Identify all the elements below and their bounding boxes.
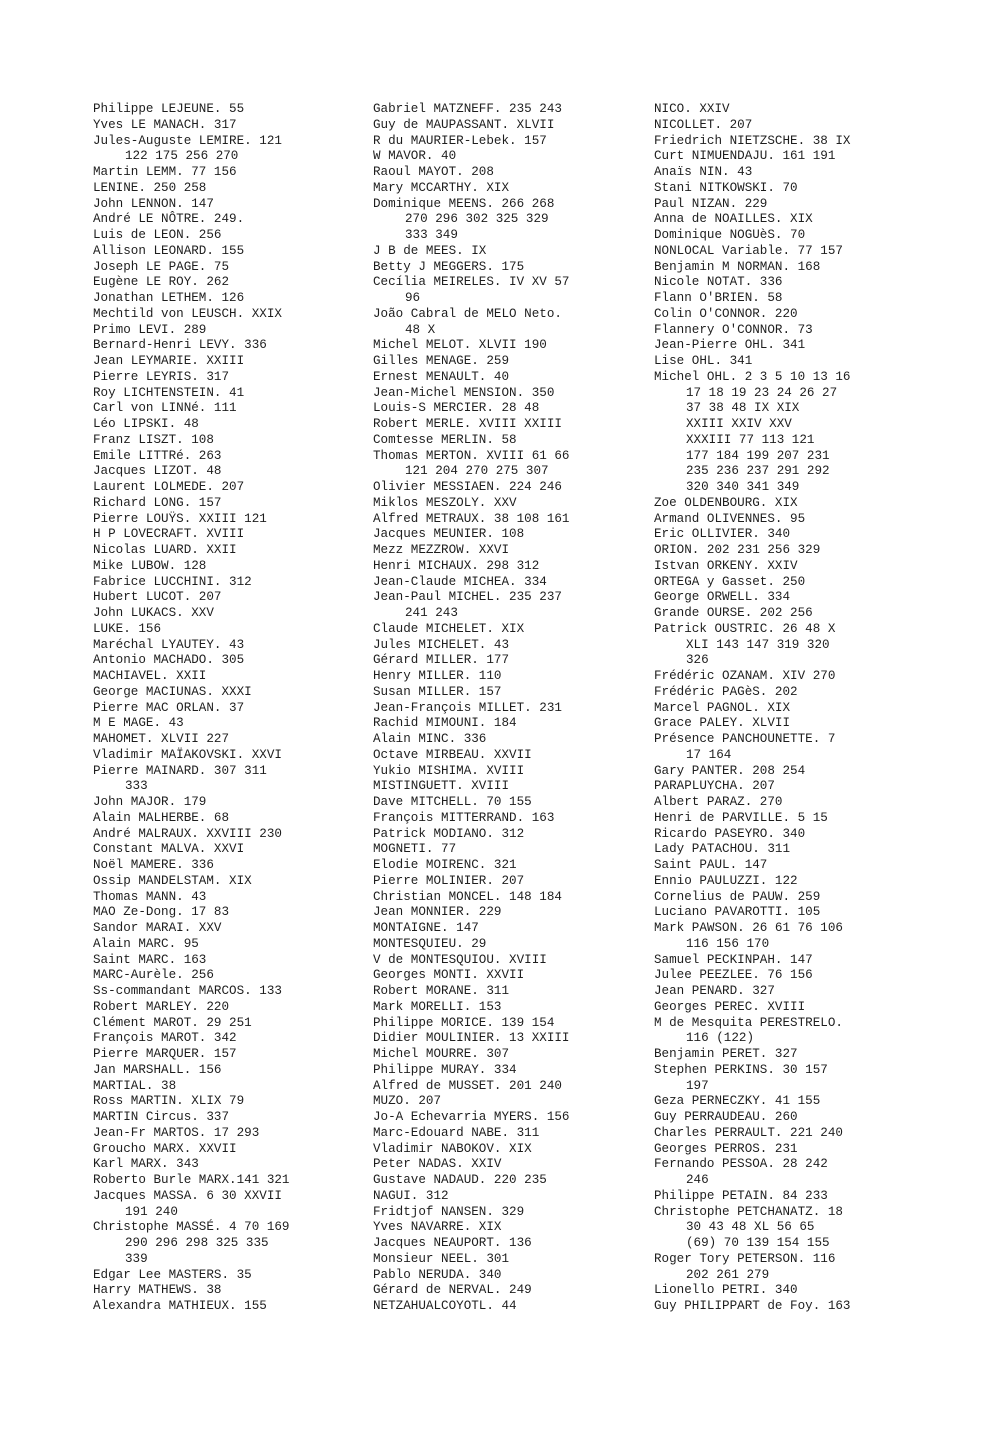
index-entry-continuation: 197 <box>686 1078 709 1093</box>
index-entry: Gary PANTER. 208 254 <box>654 763 806 778</box>
index-entry: Anna de NOAILLES. XIX <box>654 212 813 227</box>
index-column-3 <box>654 102 851 1315</box>
index-entry: Philippe PETAIN. 84 233 <box>654 1188 828 1203</box>
index-entry: Colin O'CONNOR. 220 <box>654 306 798 321</box>
index-entry: Jonathan LETHEM. 126 <box>93 291 245 305</box>
index-entry: Mezz MEZZROW. XXVI <box>373 543 510 557</box>
index-entry: Alfred de MUSSET. 201 240 <box>373 1078 562 1093</box>
index-entry: Samuel PECKINPAH. 147 <box>654 952 813 967</box>
index-entry: Eugène LE ROY. 262 <box>93 275 230 290</box>
index-entry-continuation: 17 18 19 23 24 26 27 <box>686 385 838 400</box>
index-entry: Maréchal LYAUTEY. 43 <box>93 637 245 652</box>
index-entry-continuation: 116 156 170 <box>686 936 770 951</box>
index-entry: Henry MILLER. 110 <box>373 669 502 683</box>
index-entry: MARTIN Circus. 337 <box>93 1110 230 1124</box>
index-entry: LUKE. 156 <box>93 621 162 636</box>
index-entry-continuation: 290 296 298 325 335 <box>125 1236 269 1250</box>
index-entry: MACHIAVEL. XXII <box>93 669 207 683</box>
index-entry: Hubert LUCOT. 207 <box>93 590 222 605</box>
index-entry: Yves NAVARRE. XIX <box>373 1220 502 1235</box>
index-entry: Olivier MESSIAEN. 224 246 <box>373 480 562 494</box>
index-entry: Sandor MARAI. XXV <box>93 921 222 935</box>
index-entry: Ernest MENAULT. 40 <box>373 369 510 384</box>
index-entry: Michel MELOT. XLVII 190 <box>373 338 547 353</box>
index-entry: Georges PEREC. XVIII <box>654 999 806 1014</box>
index-entry: Peter NADAS. XXIV <box>373 1157 502 1172</box>
index-entry: Gérard de NERVAL. 249 <box>373 1283 532 1298</box>
index-entry: Claude MICHELET. XIX <box>373 621 525 636</box>
index-entry: Jean MONNIER. 229 <box>373 905 502 920</box>
index-entry: Carl von LINNé. 111 <box>93 401 237 416</box>
index-entry: Patrick MODIANO. 312 <box>373 826 525 841</box>
index-entry: Jean-Fr MARTOS. 17 293 <box>93 1125 260 1140</box>
index-entry: NONLOCAL Variable. 77 157 <box>654 243 843 258</box>
index-entry: NAGUI. 312 <box>373 1188 449 1203</box>
index-entry: Noël MAMERE. 336 <box>93 858 214 872</box>
index-entry: ORION. 202 231 256 329 <box>654 543 821 557</box>
index-entry: Philippe MORICE. 139 154 <box>373 1015 555 1030</box>
index-entry: W MAVOR. 40 <box>373 149 457 164</box>
index-entry: Pablo NERUDA. 340 <box>373 1267 502 1282</box>
index-entry: Franz LISZT. 108 <box>93 432 214 447</box>
index-entry-continuation: 30 43 48 XL 56 65 <box>686 1220 815 1235</box>
index-entry: Julee PEEZLEE. 76 156 <box>654 968 813 983</box>
index-entry: Gabriel MATZNEFF. 235 243 <box>373 102 562 116</box>
index-entry-continuation: 96 <box>405 291 421 305</box>
index-entry: Lionello PETRI. 340 <box>654 1283 798 1298</box>
index-entry: Jean LEYMARIE. XXIII <box>93 354 245 368</box>
index-entry: Emile LITTRé. 263 <box>93 448 222 463</box>
index-entry: Bernard-Henri LEVY. 336 <box>93 338 267 353</box>
index-entry: Robert MORANE. 311 <box>373 984 510 998</box>
index-entry: Philippe MURAY. 334 <box>373 1062 517 1077</box>
index-entry: Saint MARC. 163 <box>93 952 207 967</box>
index-entry-continuation: XXIII XXIV XXV <box>686 417 792 431</box>
index-entry: Cornelius de PAUW. 259 <box>654 889 821 904</box>
index-entry-continuation: 202 261 279 <box>686 1267 770 1282</box>
index-entry: Anaïs NIN. 43 <box>654 165 753 179</box>
index-entry: Susan MILLER. 157 <box>373 684 502 699</box>
index-entry: MARC-Aurèle. 256 <box>93 968 214 983</box>
index-entry: Présence PANCHOUNETTE. 7 <box>654 732 836 746</box>
index-entry: Laurent LOLMEDE. 207 <box>93 480 245 494</box>
index-entry: Frédéric PAGèS. 202 <box>654 684 798 699</box>
index-entry: Nicole NOTAT. 336 <box>654 275 783 290</box>
index-entry: Georges PERROS. 231 <box>654 1141 798 1156</box>
index-entry: Vladimir MAÏAKOVSKI. XXVI <box>93 747 282 762</box>
index-entry-continuation: 235 236 237 291 292 <box>686 464 830 479</box>
index-entry-continuation: 48 X <box>405 322 436 337</box>
index-entry: François MAROT. 342 <box>93 1031 237 1046</box>
index-entry: Benjamin M NORMAN. 168 <box>654 259 821 274</box>
index-entry: Stephen PERKINS. 30 157 <box>654 1062 828 1077</box>
index-entry: Alfred METRAUX. 38 108 161 <box>373 511 570 526</box>
index-entry: Istvan ORKENY. XXIV <box>654 558 798 573</box>
index-entry: Friedrich NIETZSCHE. 38 IX <box>654 133 851 148</box>
index-entry-continuation: XXXIII 77 113 121 <box>686 432 815 447</box>
index-entry: Saint PAUL. 147 <box>654 858 768 872</box>
index-entry: Comtesse MERLIN. 58 <box>373 432 517 447</box>
index-entry-continuation: 116 (122) <box>686 1031 755 1046</box>
index-entry: Ss-commandant MARCOS. 133 <box>93 984 282 998</box>
index-entry: NICOLLET. 207 <box>654 117 753 132</box>
index-entry: Jo-A Echevarria MYERS. 156 <box>373 1110 570 1124</box>
index-entry: Flannery O'CONNOR. 73 <box>654 322 813 337</box>
index-entry: Nicolas LUARD. XXII <box>93 543 237 557</box>
index-entry: Pierre MARQUER. 157 <box>93 1047 237 1061</box>
index-entry: Lise OHL. 341 <box>654 354 753 368</box>
index-entry: Luciano PAVAROTTI. 105 <box>654 905 821 920</box>
index-entry: Karl MARX. 343 <box>93 1157 199 1172</box>
index-entry: Grande OURSE. 202 256 <box>654 606 813 620</box>
index-entry: Jacques MEUNIER. 108 <box>373 527 525 542</box>
index-entry: Betty J MEGGERS. 175 <box>373 259 525 274</box>
index-entry-continuation: 177 184 199 207 231 <box>686 448 830 463</box>
index-entry: Alain MINC. 336 <box>373 732 487 746</box>
index-entry: Guy PERRAUDEAU. 260 <box>654 1110 798 1124</box>
index-entry: Jean-Claude MICHEA. 334 <box>373 574 547 589</box>
index-entry: Fabrice LUCCHINI. 312 <box>93 574 252 589</box>
index-column-1 <box>93 102 290 1315</box>
index-entry-continuation: 333 349 <box>405 228 458 242</box>
index-entry: Henri MICHAUX. 298 312 <box>373 558 540 573</box>
index-entry: Roger Tory PETERSON. 116 <box>654 1251 836 1266</box>
index-entry: Elodie MOIRENC. 321 <box>373 858 517 872</box>
index-entry: Mark PAWSON. 26 61 76 106 <box>654 921 843 935</box>
index-entry: Gilles MENAGE. 259 <box>373 354 510 368</box>
index-entry: Martin LEMM. 77 156 <box>93 165 237 179</box>
index-entry: Yves LE MANACH. 317 <box>93 117 237 132</box>
index-entry: Jacques MASSA. 6 30 XXVII <box>93 1188 282 1203</box>
index-entry: Dominique MEENS. 266 268 <box>373 196 555 211</box>
index-entry: J B de MEES. IX <box>373 243 487 258</box>
index-entry: Guy de MAUPASSANT. XLVII <box>373 117 555 132</box>
index-entry: Vladimir NABOKOV. XIX <box>373 1141 532 1156</box>
index-entry-continuation: 320 340 341 349 <box>686 480 800 494</box>
index-entry: Pierre MOLINIER. 207 <box>373 873 525 888</box>
index-entry-continuation: 121 204 270 275 307 <box>405 464 549 479</box>
index-entry: Geza PERNECZKY. 41 155 <box>654 1094 821 1109</box>
index-entry: Monsieur NEEL. 301 <box>373 1251 510 1266</box>
index-entry: Primo LEVI. 289 <box>93 322 207 337</box>
index-entry: Jules MICHELET. 43 <box>373 637 510 652</box>
index-entry: Jacques LIZOT. 48 <box>93 464 222 479</box>
index-entry: Constant MALVA. XXVI <box>93 842 245 857</box>
index-entry: Benjamin PERET. 327 <box>654 1047 798 1061</box>
index-entry: V de MONTESQUIOU. XVIII <box>373 952 547 967</box>
index-entry: Marcel PAGNOL. XIX <box>654 700 791 715</box>
index-entry: Jean-Paul MICHEL. 235 237 <box>373 590 562 605</box>
index-entry: Alain MALHERBE. 68 <box>93 810 230 825</box>
index-entry-continuation: 270 296 302 325 329 <box>405 212 549 227</box>
index-entry: Groucho MARX. XXVII <box>93 1141 237 1156</box>
index-entry: Ennio PAULUZZI. 122 <box>654 873 798 888</box>
index-entry: Alain MARC. 95 <box>93 936 199 951</box>
index-entry: Guy PHILIPPART de Foy. 163 <box>654 1299 851 1313</box>
index-entry: Paul NIZAN. 229 <box>654 196 768 211</box>
index-entry: Georges MONTI. XXVII <box>373 968 525 983</box>
index-entry: H P LOVECRAFT. XVIII <box>93 527 245 542</box>
index-entry: Charles PERRAULT. 221 240 <box>654 1125 843 1140</box>
index-entry: André LE NÔTRE. 249. <box>93 212 245 227</box>
index-entry: Clément MAROT. 29 251 <box>93 1015 252 1030</box>
index-entry-continuation: 333 <box>125 779 148 794</box>
index-entry-continuation: XLI 143 147 319 320 <box>686 637 830 652</box>
index-entry: Pierre LOUŸS. XXIII 121 <box>93 511 267 526</box>
index-entry-continuation: 37 38 48 IX XIX <box>686 401 800 416</box>
index-entry: Didier MOULINIER. 13 XXIII <box>373 1031 570 1046</box>
index-entry-continuation: 17 164 <box>686 747 732 762</box>
index-entry: Zoe OLDENBOURG. XIX <box>654 495 798 510</box>
index-entry: Ross MARTIN. XLIX 79 <box>93 1094 245 1109</box>
index-entry: M E MAGE. 43 <box>93 716 184 731</box>
index-entry: Gérard MILLER. 177 <box>373 653 510 668</box>
index-entry: Miklos MESZOLY. XXV <box>373 495 517 510</box>
index-entry: François MITTERRAND. 163 <box>373 810 555 825</box>
index-entry: Luis de LEON. 256 <box>93 228 222 242</box>
index-entry: Stani NITKOWSKI. 70 <box>654 180 798 195</box>
index-entry: Jean-François MILLET. 231 <box>373 700 562 715</box>
index-entry: MONTAIGNE. 147 <box>373 921 479 935</box>
index-entry: Frédéric OZANAM. XIV 270 <box>654 669 836 683</box>
index-entry: Jean-Pierre OHL. 341 <box>654 338 806 353</box>
index-entry: Thomas MERTON. XVIII 61 66 <box>373 448 570 463</box>
index-column-2 <box>373 102 570 1315</box>
index-entry: Christophe MASSÉ. 4 70 169 <box>93 1220 290 1235</box>
index-entry: MONTESQUIEU. 29 <box>373 936 487 951</box>
index-entry: MAO Ze-Dong. 17 83 <box>93 905 230 920</box>
index-entry: Harry MATHEWS. 38 <box>93 1283 222 1298</box>
index-entry: Roy LICHTENSTEIN. 41 <box>93 385 245 400</box>
index-entry-continuation: 122 175 256 270 <box>125 149 239 164</box>
index-entry: Robert MERLE. XVIII XXIII <box>373 417 562 431</box>
index-entry: Alexandra MATHIEUX. 155 <box>93 1299 267 1313</box>
index-entry: MARTIAL. 38 <box>93 1078 177 1093</box>
index-entry: Jan MARSHALL. 156 <box>93 1062 222 1077</box>
index-entry: Eric OLLIVIER. 340 <box>654 527 791 542</box>
index-entry: MOGNETI. 77 <box>373 842 457 857</box>
index-entry: Fernando PESSOA. 28 242 <box>654 1157 828 1172</box>
index-entry: Jean PENARD. 327 <box>654 984 775 998</box>
index-entry: Jean-Michel MENSION. 350 <box>373 385 555 400</box>
index-entry-continuation: 246 <box>686 1173 709 1187</box>
index-entry: George ORWELL. 334 <box>654 590 791 605</box>
index-entry: John MAJOR. 179 <box>93 795 207 809</box>
index-entry: Dominique NOGUèS. 70 <box>654 228 806 242</box>
index-entry: Allison LEONARD. 155 <box>93 243 245 258</box>
index-entry: Jules-Auguste LEMIRE. 121 <box>93 133 282 148</box>
index-entry: Rachid MIMOUNI. 184 <box>373 716 517 731</box>
index-entry: Philippe LEJEUNE. 55 <box>93 102 245 116</box>
index-entry: Joseph LE PAGE. 75 <box>93 259 230 274</box>
index-entry: Mechtild von LEUSCH. XXIX <box>93 306 282 321</box>
index-entry: Marc-Edouard NABE. 311 <box>373 1125 540 1140</box>
index-entry: Roberto Burle MARX.141 321 <box>93 1173 290 1187</box>
index-entry: Mike LUBOW. 128 <box>93 558 207 573</box>
index-entry: Flann O'BRIEN. 58 <box>654 291 783 305</box>
index-entry: Edgar Lee MASTERS. 35 <box>93 1267 252 1282</box>
index-entry-continuation: 339 <box>125 1251 148 1266</box>
index-entry: ORTEGA y Gasset. 250 <box>654 574 806 589</box>
index-entry: Gustave NADAUD. 220 235 <box>373 1173 547 1187</box>
index-entry: Michel MOURRE. 307 <box>373 1047 510 1061</box>
index-entry: Ossip MANDELSTAM. XIX <box>93 873 252 888</box>
index-entry: Fridtjof NANSEN. 329 <box>373 1204 525 1219</box>
index-entry: LENINE. 250 258 <box>93 180 207 195</box>
index-entry: Antonio MACHADO. 305 <box>93 653 245 668</box>
index-entry: Pierre MAC ORLAN. 37 <box>93 700 245 715</box>
index-entry: Grace PALEY. XLVII <box>654 716 791 731</box>
index-entry: PARAPLUYCHA. 207 <box>654 779 775 794</box>
index-entry: Pierre MAINARD. 307 311 <box>93 763 267 778</box>
index-entry: Mary MCCARTHY. XIX <box>373 180 510 195</box>
index-entry: MUZO. 207 <box>373 1094 442 1109</box>
index-entry: André MALRAUX. XXVIII 230 <box>93 826 282 841</box>
index-entry-continuation: 191 240 <box>125 1204 178 1219</box>
index-entry: Pierre LEYRIS. 317 <box>93 369 230 384</box>
index-entry: Mark MORELLI. 153 <box>373 999 502 1014</box>
index-entry: Yukio MISHIMA. XVIII <box>373 763 525 778</box>
index-entry: Lady PATACHOU. 311 <box>654 842 791 857</box>
index-entry: MAHOMET. XLVII 227 <box>93 732 230 746</box>
index-entry: Ricardo PASEYRO. 340 <box>654 826 806 841</box>
index-entry: NICO. XXIV <box>654 102 730 116</box>
index-entry: Cecília MEIRELES. IV XV 57 <box>373 275 570 290</box>
index-entry: Michel OHL. 2 3 5 10 13 16 <box>654 369 851 384</box>
index-entry: Léo LIPSKI. 48 <box>93 417 199 431</box>
index-entry: MISTINGUETT. XVIII <box>373 779 510 794</box>
index-entry: Patrick OUSTRIC. 26 48 X <box>654 621 836 636</box>
index-entry: NETZAHUALCOYOTL. 44 <box>373 1299 517 1313</box>
index-entry-continuation: 326 <box>686 653 709 668</box>
index-entry: Louis-S MERCIER. 28 48 <box>373 401 540 416</box>
index-entry: Robert MARLEY. 220 <box>93 999 230 1014</box>
index-entry-continuation: 241 243 <box>405 606 458 620</box>
index-entry-continuation: (69) 70 139 154 155 <box>686 1236 830 1250</box>
index-entry: M de Mesquita PERESTRELO. <box>654 1015 843 1030</box>
index-entry: Armand OLIVENNES. 95 <box>654 511 806 526</box>
index-entry: Dave MITCHELL. 70 155 <box>373 795 532 809</box>
index-entry: R du MAURIER-Lebek. 157 <box>373 133 547 148</box>
index-entry: Curt NIMUENDAJU. 161 191 <box>654 149 836 164</box>
index-entry: Octave MIRBEAU. XXVII <box>373 747 532 762</box>
index-entry: George MACIUNAS. XXXI <box>93 684 252 699</box>
index-entry: Christophe PETCHANATZ. 18 <box>654 1204 843 1219</box>
index-entry: Christian MONCEL. 148 184 <box>373 889 562 904</box>
index-entry: João Cabral de MELO Neto. <box>373 306 562 321</box>
index-entry: Jacques NEAUPORT. 136 <box>373 1236 532 1250</box>
index-entry: Richard LONG. 157 <box>93 495 222 510</box>
index-entry: Henri de PARVILLE. 5 15 <box>654 810 828 825</box>
index-entry: Albert PARAZ. 270 <box>654 795 783 809</box>
index-entry: Raoul MAYOT. 208 <box>373 165 494 179</box>
index-entry: Thomas MANN. 43 <box>93 889 207 904</box>
index-entry: John LENNON. 147 <box>93 196 214 211</box>
index-entry: John LUKACS. XXV <box>93 606 214 620</box>
